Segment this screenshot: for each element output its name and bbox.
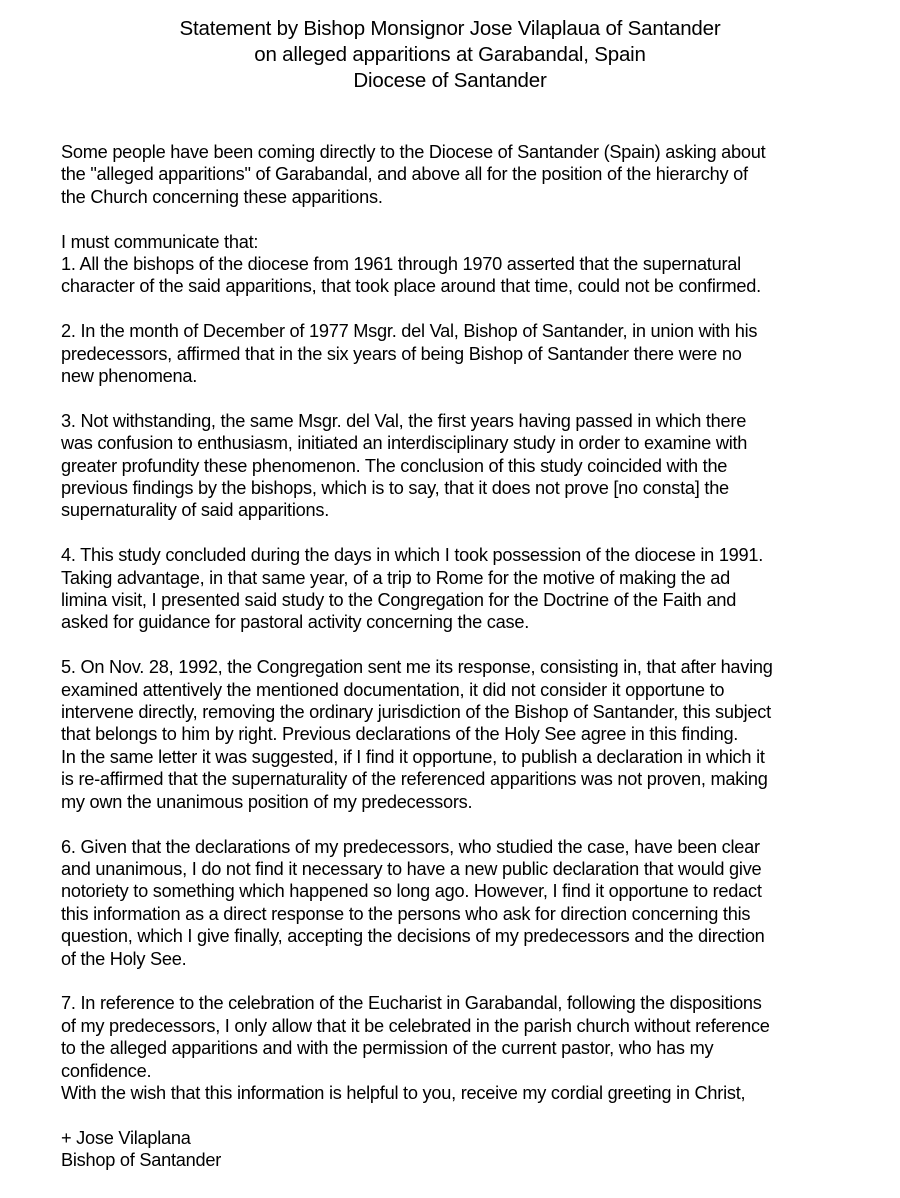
signature-block (61, 1127, 861, 1172)
text-line: that belongs to him by right. Previous declarations of the Holy See agree in this finding. (61, 724, 739, 745)
document-title (0, 16, 900, 94)
closing-greeting: With the wish that this information is helpful to you, receive my cordial greeting in Christ, (61, 1082, 746, 1103)
text-line: my own the unanimous position of my predecessors. (61, 791, 473, 812)
text-line: predecessors, affirmed that in the six years of being Bishop of Santander there were no (61, 343, 742, 364)
text-line: 5. On Nov. 28, 1992, the Congregation sent me its response, consisting in, that after having (61, 657, 773, 678)
text-line: In the same letter it was suggested, if I find it opportune, to publish a declaration in which it (61, 746, 765, 767)
title-line-1: Statement by Bishop Monsignor Jose Vilaplaua of Santander (179, 17, 721, 40)
text-line: of my predecessors, I only allow that it be celebrated in the parish church without reference (61, 1015, 770, 1036)
text-line: was confusion to enthusiasm, initiated an interdisciplinary study in order to examine with (61, 433, 748, 454)
point-5-paragraph (61, 656, 861, 813)
text-line: previous findings by the bishops, which is to say, that it does not prove [no consta] the (61, 478, 729, 499)
point-2-paragraph (61, 320, 861, 387)
text-line: 4. This study concluded during the days in which I took possession of the diocese in 1991. (61, 545, 764, 566)
text-line: Some people have been coming directly to the Diocese of Santander (Spain) asking about (61, 142, 766, 162)
text-line: asked for guidance for pastoral activity concerning the case. (61, 612, 529, 633)
point-3-paragraph (61, 410, 861, 522)
text-line: the Church concerning these apparitions. (61, 186, 383, 207)
point-4-paragraph (61, 544, 861, 634)
text-line: to the alleged apparitions and with the permission of the current pastor, who has my (61, 1038, 714, 1059)
text-line: 1. All the bishops of the diocese from 1961 through 1970 asserted that the supernatural (61, 254, 741, 275)
text-line: this information as a direct response to the persons who ask for direction concerning this (61, 903, 751, 924)
text-line: question, which I give finally, accepting the decisions of my predecessors and the direction (61, 926, 765, 947)
text-line: examined attentively the mentioned documentation, it did not consider it opportune to (61, 679, 725, 700)
text-line: 7. In reference to the celebration of the Eucharist in Garabandal, following the dispositions (61, 993, 762, 1014)
text-line: confidence. (61, 1060, 152, 1081)
text-line: character of the said apparitions, that took place around that time, could not be confirmed. (61, 276, 761, 297)
text-line: and unanimous, I do not find it necessary to have a new public declaration that would give (61, 858, 762, 879)
title-line-3: Diocese of Santander (353, 69, 547, 92)
intro-paragraph (61, 141, 861, 208)
signature-name: + Jose Vilaplana (61, 1127, 191, 1148)
text-line: is re-affirmed that the supernaturality of the referenced apparitions was not proven, making (61, 769, 768, 790)
text-line: greater profundity these phenomenon. The conclusion of this study coincided with the (61, 455, 728, 476)
text-line: limina visit, I presented said study to the Congregation for the Doctrine of the Faith and (61, 590, 737, 611)
text-line: 6. Given that the declarations of my predecessors, who studied the case, have been clear (61, 836, 760, 857)
text-line: of the Holy See. (61, 948, 187, 969)
text-line: the "alleged apparitions" of Garabandal, and above all for the position of the hierarchy of (61, 164, 748, 185)
point-7-paragraph (61, 992, 861, 1104)
text-line: 2. In the month of December of 1977 Msgr. del Val, Bishop of Santander, in union with his (61, 321, 758, 342)
text-line: intervene directly, removing the ordinary jurisdiction of the Bishop of Santander, this subject (61, 702, 771, 723)
text-line: 3. Not withstanding, the same Msgr. del Val, the first years having passed in which there (61, 410, 747, 431)
lead-in-text: I must communicate that: (61, 231, 259, 252)
text-line: notoriety to something which happened so long ago. However, I find it opportune to redact (61, 881, 762, 902)
signature-role: Bishop of Santander (61, 1150, 222, 1171)
point-6-paragraph (61, 836, 861, 970)
title-line-2: on alleged apparitions at Garabandal, Spain (254, 43, 646, 66)
text-line: Taking advantage, in that same year, of a trip to Rome for the motive of making the ad (61, 567, 730, 588)
document-body (61, 141, 861, 1172)
point-1-paragraph (61, 231, 861, 298)
text-line: supernaturality of said apparitions. (61, 500, 330, 521)
text-line: new phenomena. (61, 366, 198, 387)
